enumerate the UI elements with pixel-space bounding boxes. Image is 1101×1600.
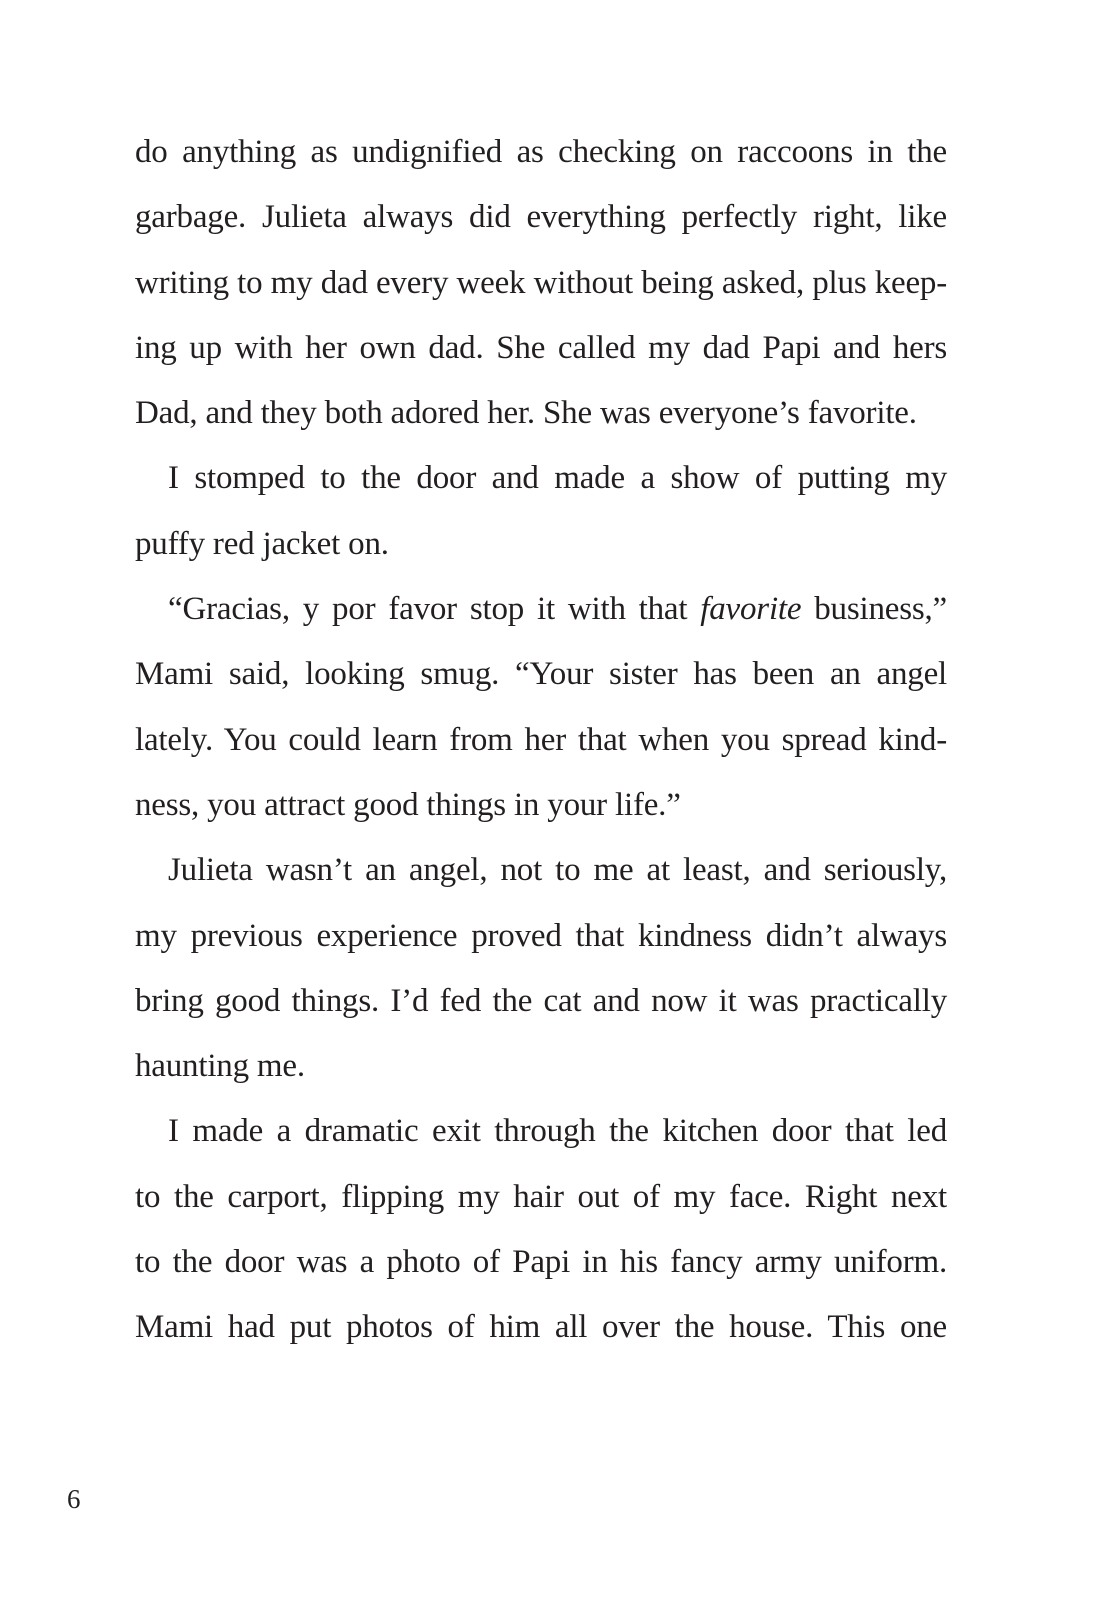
text-line: puffy red jacket on.: [135, 525, 389, 562]
text-line: ing up with her own dad. She called my dad Papi and hers: [135, 329, 947, 366]
italic-word: favorite: [700, 591, 802, 628]
text-line: Mami said, looking smug. “Your sister has been an angel: [135, 656, 947, 693]
text-line: bring good things. I’d fed the cat and now it was practically: [135, 982, 947, 1019]
text-line: [135, 577, 947, 642]
text-segment: business,”: [801, 591, 947, 628]
text-line: Mami had put photos of him all over the house. This one: [135, 1309, 947, 1346]
text-line: Julieta wasn’t an angel, not to me at least, and seriously,: [168, 852, 947, 889]
text-line: writing to my dad every week without being asked, plus keep-: [135, 264, 947, 301]
text-line: do anything as undignified as checking on raccoons in the: [135, 134, 947, 170]
text-line: lately. You could learn from her that when you spread kind-: [135, 721, 947, 758]
text-line: I made a dramatic exit through the kitchen door that led: [168, 1113, 947, 1150]
text-line: ness, you attract good things in your life.”: [135, 786, 681, 823]
text-line: my previous experience proved that kindness didn’t always: [135, 917, 947, 954]
body-text: [135, 120, 947, 1361]
text-line: to the carport, flipping my hair out of my face. Right next: [135, 1178, 947, 1215]
page-number: 6: [67, 1484, 81, 1514]
text-line: I stomped to the door and made a show of putting my: [168, 460, 947, 497]
text-line: Dad, and they both adored her. She was everyone’s favorite.: [135, 395, 917, 432]
text-line: garbage. Julieta always did everything perfectly right, like: [135, 199, 947, 236]
text-segment: “Gracias, y por favor stop it with that: [168, 591, 701, 628]
text-line: to the door was a photo of Papi in his fancy army uniform.: [135, 1244, 947, 1281]
text-line: haunting me.: [135, 1048, 305, 1085]
